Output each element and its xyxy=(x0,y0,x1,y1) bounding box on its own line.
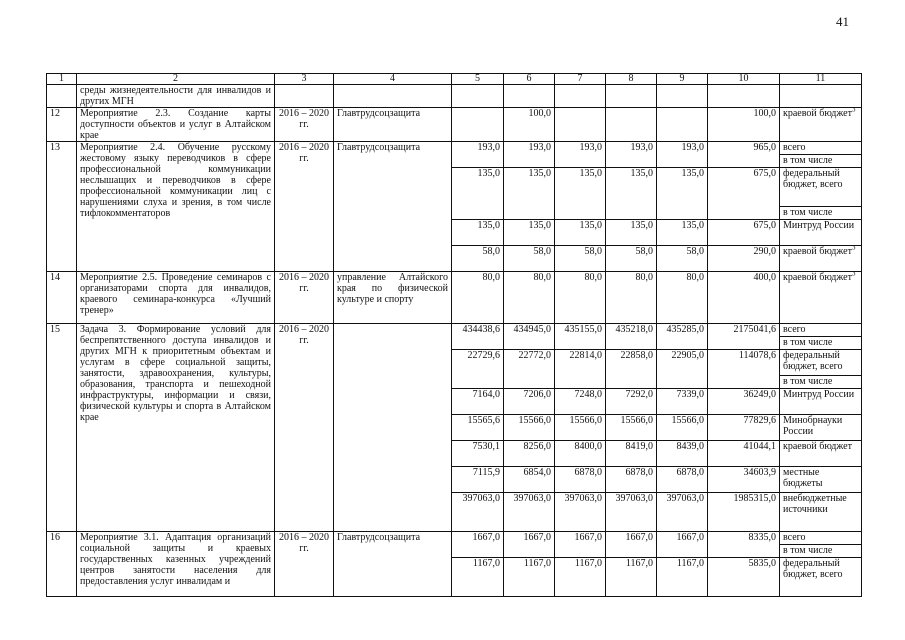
value-cell: 193,0 xyxy=(504,142,555,155)
value-cell xyxy=(555,545,606,558)
measure-text: Мероприятие 3.1. Адаптация организаций социальной защиты и краевых государственных казенных учреждений центров занятости населения для предоставления услуг инвалидам и xyxy=(77,532,275,597)
source-cell xyxy=(780,545,862,558)
value-cell: 400,0 xyxy=(708,272,780,324)
period-cell: 2016 – 2020 гг. xyxy=(275,532,334,597)
value-cell xyxy=(504,155,555,168)
value-cell: 80,0 xyxy=(606,272,657,324)
column-number-header: 8 xyxy=(606,74,657,85)
value-cell: 435218,0 xyxy=(606,324,657,337)
row-number-cell: 15 xyxy=(47,324,77,532)
column-number-header: 5 xyxy=(452,74,504,85)
value-cell: 100,0 xyxy=(708,108,780,142)
value-cell xyxy=(708,155,780,168)
value-cell: 965,0 xyxy=(708,142,780,155)
executor-cell: управление Алтайского края по физической культуре и спорту xyxy=(334,272,452,324)
source-cell xyxy=(780,207,862,220)
value-cell: 15565,6 xyxy=(452,415,504,441)
source-cell xyxy=(780,558,862,597)
value-cell: 36249,0 xyxy=(708,389,780,415)
table-row-15-line xyxy=(47,324,862,337)
value-cell xyxy=(452,545,504,558)
row-number-cell: 13 xyxy=(47,142,77,272)
value-cell: 397063,0 xyxy=(657,493,708,532)
value-cell xyxy=(555,155,606,168)
footnote-mark: 3 xyxy=(851,245,856,252)
source-cell xyxy=(780,441,862,467)
value-cell: 7248,0 xyxy=(555,389,606,415)
period-cell: 2016 – 2020 гг. xyxy=(275,142,334,272)
value-cell xyxy=(452,207,504,220)
value-cell: 434438,6 xyxy=(452,324,504,337)
value-cell xyxy=(606,337,657,350)
value-cell: 397063,0 xyxy=(504,493,555,532)
period-cell: 2016 – 2020 гг. xyxy=(275,108,334,142)
value-cell: 8256,0 xyxy=(504,441,555,467)
value-cell xyxy=(452,155,504,168)
column-number-header: 2 xyxy=(77,74,275,85)
source-cell xyxy=(780,467,862,493)
value-cell: 1167,0 xyxy=(555,558,606,597)
value-cell: 135,0 xyxy=(657,220,708,246)
value-cell: 34603,9 xyxy=(708,467,780,493)
executor-cell: Главтрудсоцзащита xyxy=(334,532,452,597)
value-cell: 193,0 xyxy=(452,142,504,155)
value-cell xyxy=(708,207,780,220)
value-cell: 15566,0 xyxy=(555,415,606,441)
value-cell: 6878,0 xyxy=(606,467,657,493)
table-row-continuation xyxy=(47,85,862,108)
value-cell: 193,0 xyxy=(555,142,606,155)
value-cell: 135,0 xyxy=(657,168,708,207)
source-text: всего xyxy=(783,324,806,335)
source-text: в том числе xyxy=(783,337,833,348)
source-cell xyxy=(780,324,862,337)
value-cell xyxy=(504,545,555,558)
column-number-row xyxy=(47,74,862,85)
source-text: в том числе xyxy=(783,545,833,556)
value-cell: 7339,0 xyxy=(657,389,708,415)
value-cell: 7115,9 xyxy=(452,467,504,493)
value-cell: 6878,0 xyxy=(555,467,606,493)
executor-cell xyxy=(334,324,452,532)
column-number-header: 3 xyxy=(275,74,334,85)
source-text: в том числе xyxy=(783,376,833,387)
value-cell xyxy=(657,207,708,220)
period-cell: 2016 – 2020 гг. xyxy=(275,272,334,324)
value-cell: 80,0 xyxy=(452,272,504,324)
value-cell: 80,0 xyxy=(555,272,606,324)
table-row-13-line xyxy=(47,142,862,155)
value-cell: 41044,1 xyxy=(708,441,780,467)
measure-text: Мероприятие 2.4. Обучение русскому жестовому языку переводчиков в сфере профессиональной коммуникации неслышащих и переводчиков в сфере профессиональной коммуникации лиц с нарушениями слуха и зрения, в том числе тифлокомментаторов xyxy=(77,142,275,272)
value-cell: 114078,6 xyxy=(708,350,780,376)
value-cell: 8400,0 xyxy=(555,441,606,467)
source-text: федеральный бюджет, всего xyxy=(783,558,843,580)
value-cell: 1167,0 xyxy=(606,558,657,597)
source-text: федеральный бюджет, всего xyxy=(783,350,843,372)
value-cell: 1167,0 xyxy=(504,558,555,597)
column-number-header: 10 xyxy=(708,74,780,85)
value-cell xyxy=(504,376,555,389)
value-cell: 1167,0 xyxy=(657,558,708,597)
value-cell: 1667,0 xyxy=(606,532,657,545)
value-cell: 22729,6 xyxy=(452,350,504,376)
executor-cell: Главтрудсоцзащита xyxy=(334,142,452,272)
value-cell: 1667,0 xyxy=(504,532,555,545)
source-cell xyxy=(780,168,862,207)
source-cell xyxy=(780,108,862,142)
value-cell xyxy=(452,376,504,389)
source-cell xyxy=(780,350,862,376)
value-cell: 435155,0 xyxy=(555,324,606,337)
value-cell: 22858,0 xyxy=(606,350,657,376)
value-cell xyxy=(555,337,606,350)
value-cell xyxy=(657,155,708,168)
measure-text: Задача 3. Формирование условий для беспрепятственного доступа инвалидов и других МГН к приоритетным объектам и услугам в сфере социальной защиты, занятости, здравоохранения, культуры, образования, транспорта и пешеходной инфраструктуры, информации и связи, физической культуры и спорта в Алтайском крае xyxy=(77,324,275,532)
row-number-cell: 14 xyxy=(47,272,77,324)
row-number-cell: 16 xyxy=(47,532,77,597)
source-text: всего xyxy=(783,142,806,153)
value-cell: 434945,0 xyxy=(504,324,555,337)
column-number-header: 7 xyxy=(555,74,606,85)
value-cell: 58,0 xyxy=(555,246,606,272)
value-cell: 5835,0 xyxy=(708,558,780,597)
value-cell: 77829,6 xyxy=(708,415,780,441)
source-text: краевой бюджет xyxy=(783,272,852,283)
value-cell: 135,0 xyxy=(504,220,555,246)
value-cell xyxy=(452,337,504,350)
value-cell xyxy=(555,207,606,220)
value-cell: 193,0 xyxy=(606,142,657,155)
page-number: 41 xyxy=(836,14,849,29)
column-number-header: 4 xyxy=(334,74,452,85)
source-cell xyxy=(780,142,862,155)
source-text: краевой бюджет xyxy=(783,108,852,119)
value-cell: 22905,0 xyxy=(657,350,708,376)
value-cell: 100,0 xyxy=(504,108,555,142)
source-text: краевой бюджет xyxy=(783,441,852,452)
value-cell: 6854,0 xyxy=(504,467,555,493)
table-row-16-line xyxy=(47,532,862,545)
source-cell xyxy=(780,376,862,389)
value-cell xyxy=(555,376,606,389)
value-cell xyxy=(606,207,657,220)
value-cell: 135,0 xyxy=(555,220,606,246)
source-text: краевой бюджет xyxy=(783,246,852,257)
value-cell: 80,0 xyxy=(657,272,708,324)
value-cell: 1985315,0 xyxy=(708,493,780,532)
source-text: Минтруд России xyxy=(783,389,855,400)
source-text: федеральный бюджет, всего xyxy=(783,168,843,190)
value-cell: 135,0 xyxy=(504,168,555,207)
value-cell: 7164,0 xyxy=(452,389,504,415)
source-text: Минтруд России xyxy=(783,220,855,231)
value-cell: 193,0 xyxy=(657,142,708,155)
source-text: Минобрнауки России xyxy=(783,415,843,437)
value-cell: 7530,1 xyxy=(452,441,504,467)
column-number-header: 6 xyxy=(504,74,555,85)
value-cell: 397063,0 xyxy=(452,493,504,532)
value-cell: 15566,0 xyxy=(606,415,657,441)
value-cell: 58,0 xyxy=(657,246,708,272)
value-cell xyxy=(657,376,708,389)
source-cell xyxy=(780,493,862,532)
value-cell: 58,0 xyxy=(504,246,555,272)
value-cell: 397063,0 xyxy=(555,493,606,532)
value-cell: 8335,0 xyxy=(708,532,780,545)
value-cell: 58,0 xyxy=(452,246,504,272)
value-cell xyxy=(606,155,657,168)
value-cell xyxy=(504,337,555,350)
value-cell: 135,0 xyxy=(555,168,606,207)
source-cell xyxy=(780,272,862,324)
value-cell: 1667,0 xyxy=(452,532,504,545)
source-text: местные бюджеты xyxy=(783,467,823,489)
value-cell xyxy=(606,376,657,389)
period-cell: 2016 – 2020 гг. xyxy=(275,324,334,532)
source-cell xyxy=(780,389,862,415)
value-cell xyxy=(708,545,780,558)
source-cell xyxy=(780,532,862,545)
measures-table xyxy=(46,73,862,597)
value-cell: 135,0 xyxy=(606,220,657,246)
row-number-cell: 12 xyxy=(47,108,77,142)
value-cell: 8419,0 xyxy=(606,441,657,467)
source-text: внебюджетные источники xyxy=(783,493,847,515)
column-number-header: 9 xyxy=(657,74,708,85)
value-cell: 135,0 xyxy=(452,220,504,246)
value-cell: 675,0 xyxy=(708,220,780,246)
footnote-mark: 3 xyxy=(851,271,856,278)
source-cell xyxy=(780,220,862,246)
footnote-mark: 3 xyxy=(851,107,856,114)
source-text: в том числе xyxy=(783,207,833,218)
column-number-header: 1 xyxy=(47,74,77,85)
value-cell: 675,0 xyxy=(708,168,780,207)
value-cell: 58,0 xyxy=(606,246,657,272)
row-number-cell xyxy=(47,85,77,108)
value-cell xyxy=(657,545,708,558)
value-cell xyxy=(606,545,657,558)
source-text: в том числе xyxy=(783,155,833,166)
value-cell: 15566,0 xyxy=(504,415,555,441)
source-cell xyxy=(780,415,862,441)
value-cell: 80,0 xyxy=(504,272,555,324)
value-cell: 22814,0 xyxy=(555,350,606,376)
value-cell: 397063,0 xyxy=(606,493,657,532)
measure-text: Мероприятие 2.5. Проведение семинаров с организаторами спорта для инвалидов, краевого семинара-конкурса «Лучший тренер» xyxy=(77,272,275,324)
source-cell xyxy=(780,337,862,350)
value-cell: 7206,0 xyxy=(504,389,555,415)
value-cell: 135,0 xyxy=(452,168,504,207)
source-cell xyxy=(780,246,862,272)
value-cell: 435285,0 xyxy=(657,324,708,337)
value-cell xyxy=(504,207,555,220)
value-cell: 2175041,6 xyxy=(708,324,780,337)
value-cell xyxy=(657,337,708,350)
value-cell: 8439,0 xyxy=(657,441,708,467)
value-cell xyxy=(708,337,780,350)
value-cell: 1667,0 xyxy=(657,532,708,545)
executor-cell: Главтрудсоцзащита xyxy=(334,108,452,142)
table-row-14 xyxy=(47,272,862,324)
measure-text: Мероприятие 2.3. Создание карты доступности объектов и услуг в Алтайском крае xyxy=(77,108,275,142)
value-cell: 1167,0 xyxy=(452,558,504,597)
value-cell: 22772,0 xyxy=(504,350,555,376)
value-cell: 135,0 xyxy=(606,168,657,207)
column-number-header: 11 xyxy=(780,74,862,85)
source-text: всего xyxy=(783,532,806,543)
measure-text: среды жизнедеятельности для инвалидов и других МГН xyxy=(77,85,275,108)
value-cell: 6878,0 xyxy=(657,467,708,493)
value-cell xyxy=(708,376,780,389)
value-cell: 15566,0 xyxy=(657,415,708,441)
value-cell: 7292,0 xyxy=(606,389,657,415)
value-cell: 1667,0 xyxy=(555,532,606,545)
table-row-12 xyxy=(47,108,862,142)
source-cell xyxy=(780,155,862,168)
value-cell: 290,0 xyxy=(708,246,780,272)
